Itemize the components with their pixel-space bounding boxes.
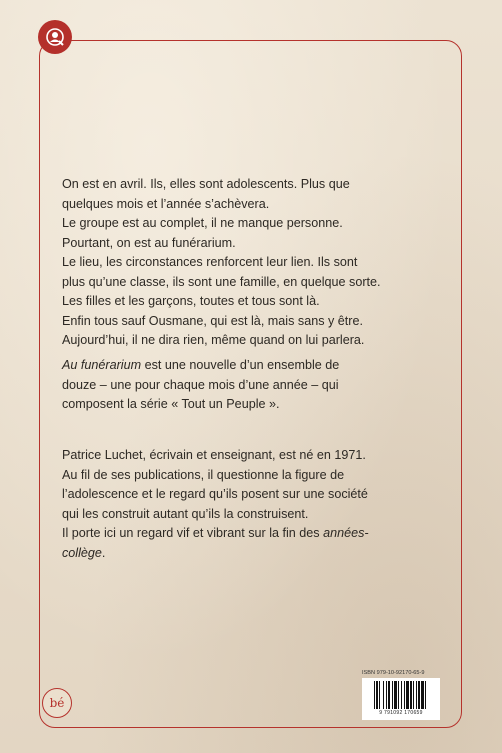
series-line [62, 356, 442, 376]
synopsis-line: plus qu’une classe, ils sont une famille, en quelque sorte. [62, 274, 381, 289]
be-logo-icon [42, 688, 72, 718]
barcode-digits: 9 791092 170659 [379, 710, 423, 716]
series-paragraph [62, 356, 442, 415]
synopsis-line: On est en avril. Ils, elles sont adolescents. Plus que [62, 177, 350, 191]
series-text: est une nouvelle d’un ensemble de [141, 358, 340, 372]
synopsis-line: Les filles et les garçons, toutes et tous sont là. [62, 294, 320, 308]
synopsis-paragraph [62, 175, 442, 351]
author-line [62, 524, 442, 563]
synopsis-line: Pourtant, on est au funérarium. [62, 235, 236, 250]
barcode-icon [362, 678, 440, 720]
barcode-bars [374, 681, 428, 709]
series-line: composent la série « Tout un Peuple ». [62, 397, 280, 411]
publisher-logo-icon [38, 20, 72, 54]
author-line: l’adolescence et le regard qu’ils posent sur une société [62, 487, 368, 501]
author-paragraph [62, 446, 442, 563]
synopsis-line: Enfin tous sauf Ousmane, qui est là, mais sans y être. [62, 313, 363, 328]
be-logo-label: bé [49, 696, 65, 710]
series-line: douze – une pour chaque mois d’une année – qui [62, 377, 339, 392]
author-italic: collège [62, 545, 102, 560]
author-text: . [101, 545, 106, 560]
author-line: Au fil de ses publications, il questionne la figure de [62, 467, 345, 482]
author-line: Patrice Luchet, écrivain et enseignant, est né en 1971. [62, 448, 366, 462]
author-italic: années- [323, 526, 369, 540]
synopsis-line: Le lieu, les circonstances renforcent leur lien. Ils sont [62, 255, 358, 269]
synopsis-line: Le groupe est au complet, il ne manque personne. [62, 216, 343, 230]
synopsis-line: Aujourd’hui, il ne dira rien, même quand on lui parlera. [62, 333, 365, 347]
synopsis-line: quelques mois et l’année s’achèvera. [62, 196, 270, 211]
book-title: Au funérarium [62, 358, 142, 372]
author-line: qui les construit autant qu’ils la construisent. [62, 506, 309, 521]
isbn-label: ISBN 979-10-92170-65-9 [362, 670, 425, 676]
author-text: Il porte ici un regard vif et vibrant sur la fin des [62, 526, 324, 540]
barcode-block [362, 670, 440, 720]
